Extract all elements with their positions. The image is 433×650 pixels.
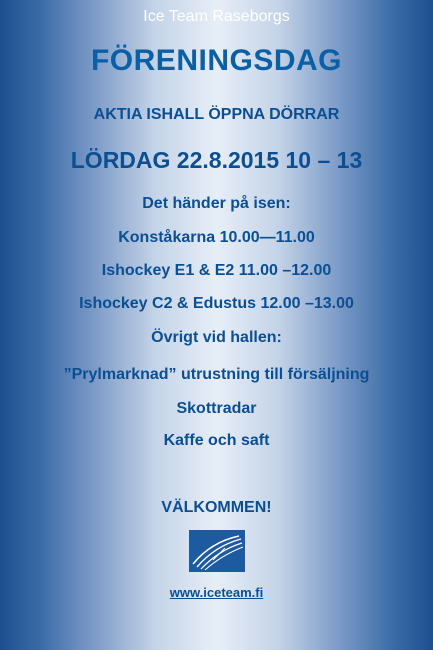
ice-team-logo-icon bbox=[189, 530, 245, 572]
event-date-time: LÖRDAG 22.8.2015 10 – 13 bbox=[70, 147, 363, 173]
welcome-text: VÄLKOMMEN! bbox=[161, 499, 272, 516]
organization-name: Ice Team Raseborgs bbox=[143, 8, 290, 25]
activity-item: Kaffe och saft bbox=[163, 432, 270, 449]
schedule-heading-other: Övrigt vid hallen: bbox=[151, 329, 282, 346]
schedule-heading-ice: Det händer på isen: bbox=[142, 195, 291, 212]
event-title: FÖRENINGSDAG bbox=[90, 44, 342, 77]
schedule-item: Ishockey C2 & Edustus 12.00 –13.00 bbox=[79, 295, 354, 312]
activity-item: Skottradar bbox=[176, 400, 257, 417]
schedule-item: Konståkarna 10.00—11.00 bbox=[118, 229, 315, 246]
activity-item: ”Prylmarknad” utrustning till försäljning bbox=[63, 366, 370, 383]
schedule-item: Ishockey E1 & E2 11.00 –12.00 bbox=[101, 262, 332, 279]
website-link[interactable]: www.iceteam.fi bbox=[169, 585, 264, 600]
event-subtitle: AKTIA ISHALL ÖPPNA DÖRRAR bbox=[93, 106, 340, 123]
